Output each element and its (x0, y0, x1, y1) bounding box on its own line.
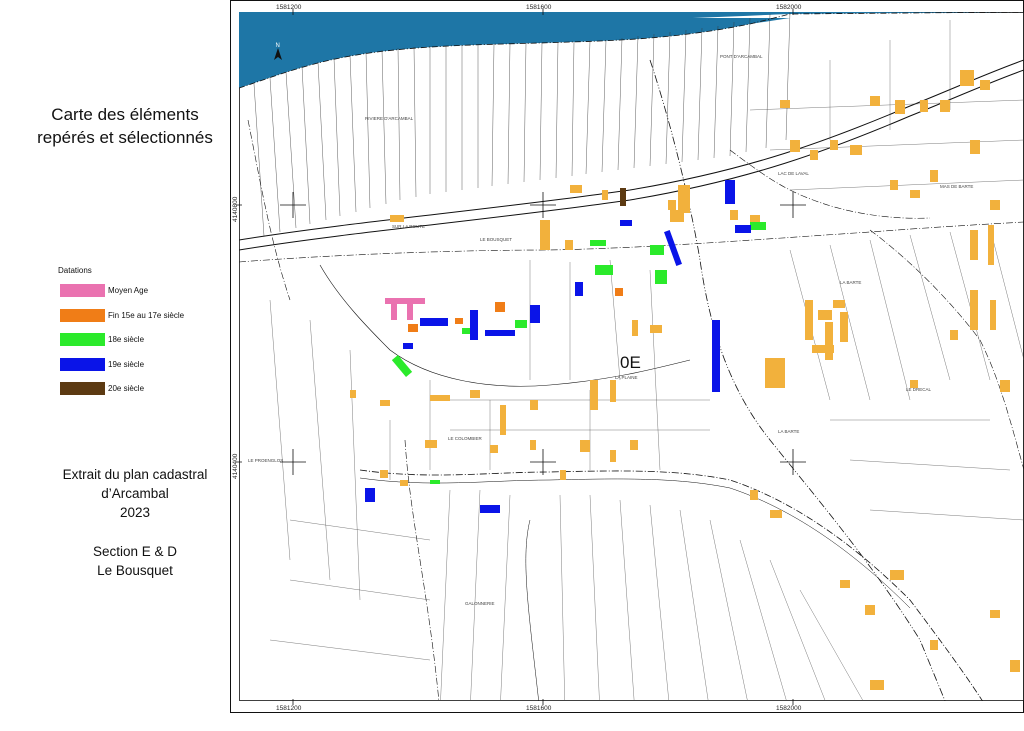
legend-label: 18e siècle (108, 335, 145, 344)
legend-heading: Datations (58, 266, 92, 275)
legend-swatch (60, 358, 105, 371)
legend-label: 20e siècle (108, 384, 145, 393)
cadastral-map (230, 0, 1024, 713)
legend-item-moyen-age (58, 284, 149, 309)
place-name: LA PLAINE (615, 375, 638, 380)
section-line: Section E & D (92, 544, 178, 559)
source-info (20, 465, 250, 522)
place-name: LE BOUSQUET (480, 237, 513, 242)
legend-swatch (60, 382, 105, 395)
legend-item-20e (58, 382, 145, 407)
section-info (20, 542, 250, 580)
source-year: 2023 (119, 505, 151, 520)
legend-label: 19e siècle (108, 359, 145, 369)
source-line-2: d’Arcambal (101, 486, 169, 501)
place-name: LE PROENGLOS (248, 458, 284, 463)
place-name: LA BARTE (840, 280, 862, 285)
x-coord-label: 1581200 (276, 705, 302, 712)
title-line-1: Carte des éléments (51, 105, 199, 124)
place-name: LE COLOMBIER (448, 436, 482, 441)
legend-item-19e (58, 358, 145, 383)
legend-label: Moyen Age (108, 286, 149, 295)
place-name: SUR LA ROUTE (392, 224, 426, 229)
place-name: MAS DE BARTE (940, 184, 974, 189)
place-name: GALONNERIE (465, 601, 495, 606)
legend-item-fin-15e-17e (58, 309, 185, 334)
title-line-2: repérés et sélectionnés (37, 128, 213, 147)
locality-line: Le Bousquet (97, 563, 173, 578)
x-coord-label: 1582000 (776, 4, 802, 11)
north-label: N (275, 43, 280, 49)
legend (58, 266, 185, 407)
source-line-1: Extrait du plan cadastral (62, 467, 208, 482)
legend-swatch (60, 309, 105, 322)
y-coord-label: 4140400 (232, 453, 239, 479)
x-coord-label: 1581600 (526, 705, 552, 712)
x-coord-label: 1582000 (776, 705, 802, 712)
place-name: RIVIERE D'ARCAMBAL (365, 116, 414, 121)
y-coord-label: 4140800 (232, 196, 239, 222)
legend-swatch (60, 284, 105, 297)
place-name: LAC DE LAVAL (778, 171, 809, 176)
x-coord-label: 1581600 (526, 4, 552, 11)
legend-item-18e (58, 333, 145, 358)
legend-label: Fin 15e au 17e siècle (108, 310, 185, 320)
place-name: PONT D'ARCAMBAL (720, 54, 763, 59)
place-name: LE DRECAL (906, 387, 932, 392)
x-coord-label: 1581200 (276, 4, 302, 11)
legend-swatch (60, 333, 105, 346)
section-label: 0E (620, 353, 641, 372)
map-title (10, 103, 240, 149)
place-name: LA BARTE (778, 429, 800, 434)
